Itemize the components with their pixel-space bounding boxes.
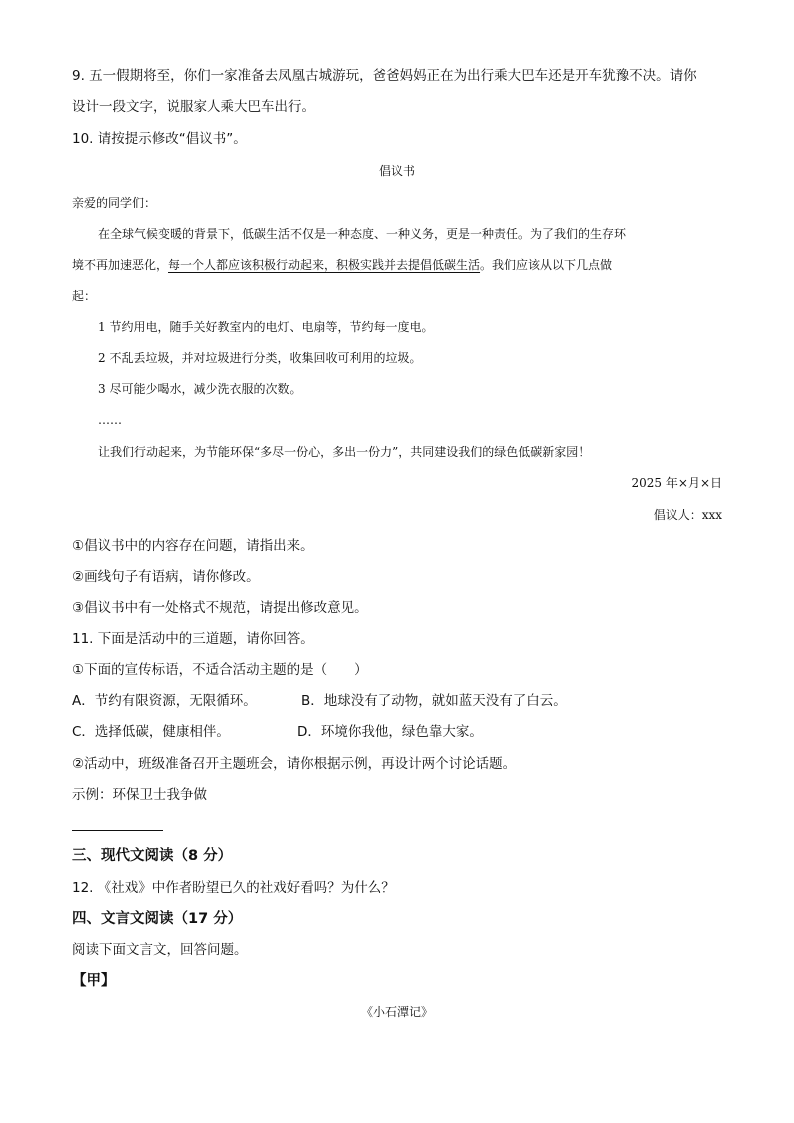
section-3-heading: 三、现代文阅读（8 分）: [72, 848, 233, 864]
proposal-item-2: 2 不乱丢垃圾，并对垃圾进行分类，收集回收可利用的垃圾。: [98, 351, 422, 365]
option-a: A．节约有限资源，无限循环。: [72, 693, 257, 709]
proposal-signature: 倡议人：xxx: [653, 508, 722, 522]
proposal-body-line-2: [72, 255, 612, 275]
proposal-item-3: 3 尽可能少喝水，减少洗衣服的次数。: [98, 382, 302, 396]
question-10-prompt: 10. 请按提示修改“倡议书”。: [72, 131, 247, 147]
proposal-item-1: 1 节约用电，随手关好教室内的电灯、电扇等，节约每一度电。: [98, 320, 434, 334]
proposal-body-line-3: 起：: [72, 289, 97, 303]
option-d: D．环境你我他，绿色靠大家。: [297, 724, 483, 740]
question-10-sub-1: ①倡议书中的内容存在问题，请指出来。: [72, 538, 314, 554]
question-9-line-1: 9. 五一假期将至，你们一家准备去凤凰古城游玩，爸爸妈妈正在为出行乘大巴车还是开车犹豫不决。请你: [72, 68, 697, 84]
proposal-body-line-1: 在全球气候变暖的背景下，低碳生活不仅是一种态度、一种义务，更是一种责任。为了我们的生存环: [98, 227, 627, 241]
section-divider: [72, 830, 163, 831]
option-b: B．地球没有了动物，就如蓝天没有了白云。: [301, 693, 567, 709]
question-11-example: 示例：环保卫士我争做: [72, 787, 207, 803]
question-12: 12. 《社戏》中作者盼望已久的社戏好看吗？为什么？: [72, 880, 395, 896]
question-11-prompt: 11. 下面是活动中的三道题，请你回答。: [72, 631, 314, 647]
question-11-sub-2: ②活动中，班级准备召开主题班会，请你根据示例，再设计两个讨论话题。: [72, 756, 517, 772]
proposal-text: 境不再加速恶化，: [72, 258, 169, 272]
underlined-sentence: 每一个人都应该积极行动起来，积极实践并去提倡低碳生活: [168, 258, 481, 272]
option-c: C．选择低碳，健康相伴。: [72, 724, 230, 740]
section-4-heading: 四、文言文阅读（17 分）: [72, 911, 243, 927]
proposal-title: 倡议书: [378, 164, 415, 178]
question-9-line-2: 设计一段文字，说服家人乘大巴车出行。: [72, 99, 315, 115]
proposal-closing: 让我们行动起来，为节能环保“多尽一份心，多出一份力”，共同建设我们的绿色低碳新家园！: [98, 445, 591, 459]
question-11-sub-1: ①下面的宣传标语，不适合活动主题的是（ ）: [72, 662, 368, 678]
question-10-sub-3: ③倡议书中有一处格式不规范，请提出修改意见。: [72, 600, 368, 616]
proposal-ellipsis: ……: [98, 413, 122, 427]
part-label-jia: 【甲】: [72, 973, 116, 989]
proposal-date: 2025 年×月×日: [631, 476, 722, 490]
passage-title: 《小石潭记》: [360, 1005, 433, 1019]
question-10-sub-2: ②画线句子有语病，请你修改。: [72, 569, 260, 585]
section-4-instruction: 阅读下面文言文，回答问题。: [72, 942, 248, 958]
proposal-text: 。我们应该从以下几点做: [480, 258, 613, 272]
proposal-greeting: 亲爱的同学们：: [72, 196, 157, 210]
